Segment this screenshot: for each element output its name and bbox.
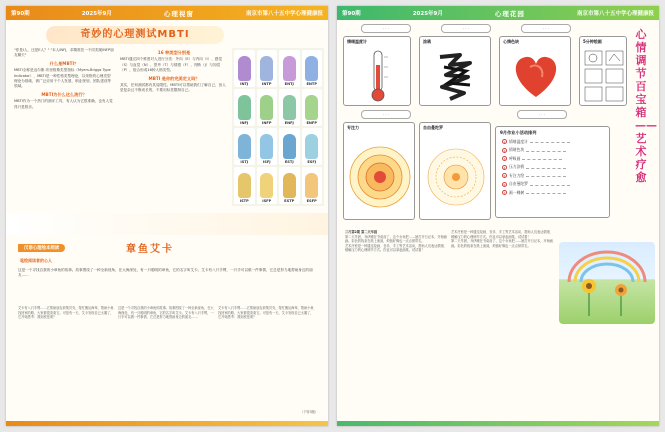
concentric-circles-icon bbox=[344, 123, 415, 220]
card-header: · · · bbox=[361, 110, 411, 119]
heart-icon bbox=[500, 37, 571, 106]
school-name: 南京市第八十五中学心理健康报 bbox=[576, 11, 654, 17]
card-header: · · · bbox=[517, 110, 567, 119]
mbti-type-cell bbox=[279, 128, 300, 165]
mbti-type-cell bbox=[302, 128, 323, 165]
issue-date: 2025年9月 bbox=[412, 11, 443, 17]
story-column-3 bbox=[218, 306, 316, 406]
child-drawing-illustration bbox=[559, 242, 655, 324]
list-number-icon: 6 bbox=[503, 182, 506, 187]
character-figure-icon bbox=[260, 95, 273, 120]
activity-list-card bbox=[495, 126, 610, 218]
activity-list bbox=[496, 139, 609, 196]
mbti-types-head: 16 种类型分别是 bbox=[157, 50, 191, 55]
story-section-tag: 汉语心理绘本阅读 bbox=[18, 244, 65, 252]
activity-card-color bbox=[499, 36, 571, 106]
mbti-column-2 bbox=[120, 48, 228, 210]
story-intro bbox=[18, 268, 318, 304]
mbti-type-grid bbox=[232, 48, 324, 206]
scribble-icon bbox=[420, 37, 491, 106]
vertical-title-text: 心情调节百宝箱——艺术疗愈 bbox=[635, 28, 657, 184]
mbti-type-label: ESTP bbox=[284, 199, 295, 203]
mbti-type-cell bbox=[257, 50, 278, 87]
list-item bbox=[502, 173, 609, 179]
right-page bbox=[337, 6, 659, 426]
mbti-type-label: ISTP bbox=[239, 199, 249, 203]
fill-line bbox=[522, 157, 562, 160]
section-name: 心理花园 bbox=[494, 9, 525, 18]
fill-line bbox=[530, 183, 570, 186]
list-number-icon: 2 bbox=[503, 148, 506, 153]
character-figure-icon bbox=[260, 56, 273, 81]
story-body-2: 艾卡有八只手臂……它帮助朋友收集贝壳，帮忙搬运海草，帮助小鱼找回家的路，大家都很喜欢它。可是有一天，艾卡发现自己太累了，它开始思考：我到底是谁？ bbox=[18, 306, 114, 320]
mbti-body-3: MBTI通过四个维度对人进行分类：外向（E）与内向（I）、感觉（S）与直觉（N）、思考（T）与情感（F）、判断（J）与知觉（P），组合形成16种人格类型。 bbox=[120, 57, 222, 73]
list-item-label: 画一棵树 bbox=[509, 189, 525, 195]
card-label: 心情色块 bbox=[503, 39, 519, 44]
list-item bbox=[502, 181, 609, 187]
list-number-icon: 1 bbox=[503, 140, 506, 144]
fill-line bbox=[526, 191, 566, 194]
list-number-icon: 5 bbox=[503, 174, 506, 178]
activity-card-focus bbox=[343, 122, 415, 220]
character-figure-icon bbox=[260, 134, 273, 159]
list-item-label: 压力涂鸦 bbox=[509, 164, 525, 169]
card-label: 5分钟绘画 bbox=[583, 39, 602, 44]
mbti-type-label: INFJ bbox=[240, 121, 249, 125]
character-figure-icon bbox=[305, 95, 318, 120]
left-page bbox=[6, 6, 328, 426]
list-number-icon: 4 bbox=[503, 165, 506, 170]
issue-number: 第90期 bbox=[11, 11, 30, 17]
character-figure-icon bbox=[238, 173, 251, 198]
mbti-type-label: ISFP bbox=[262, 199, 272, 203]
article-column-2 bbox=[451, 230, 553, 420]
mbti-question-2: MBTI为什么这么流行？ bbox=[41, 91, 87, 97]
character-figure-icon bbox=[283, 173, 296, 198]
right-footer-bar bbox=[337, 421, 659, 426]
list-number-icon: 7 bbox=[503, 191, 506, 195]
left-footer-bar bbox=[6, 421, 328, 426]
activity-card-mandala bbox=[419, 122, 491, 220]
mbti-type-label: ESFJ bbox=[307, 160, 317, 164]
mbti-type-cell bbox=[257, 167, 278, 204]
right-header bbox=[337, 6, 659, 20]
list-item bbox=[502, 147, 609, 153]
list-item-label: 专注力绘 bbox=[509, 172, 525, 178]
article-column-1 bbox=[345, 230, 447, 420]
list-item bbox=[502, 139, 609, 145]
activity-card-thermometer bbox=[343, 36, 411, 106]
fill-line bbox=[526, 166, 566, 169]
mbti-question-3: MBTI 是你的完美定义吗？ bbox=[148, 75, 200, 81]
mbti-type-cell bbox=[279, 167, 300, 204]
card-label: 涂鸦 bbox=[423, 39, 431, 44]
vertical-title bbox=[629, 28, 657, 184]
mbti-question-1: 什么是MBTI？ bbox=[49, 60, 79, 66]
story-subtitle: 笔绘阅读者的心人 bbox=[20, 258, 52, 263]
activity-card-doodle bbox=[419, 36, 491, 106]
story-body-4: 艾卡有八只手臂……它帮助朋友收集贝壳，帮忙搬运海草，帮助小鱼找回家的路，大家都很喜欢它。可是有一天，艾卡发现自己太累了，它开始思考：我到底是谁？ bbox=[218, 306, 314, 320]
decorative-band bbox=[6, 213, 328, 235]
mbti-title: 奇妙的心理测试MBTI bbox=[46, 26, 224, 44]
mbti-type-label: ISTJ bbox=[240, 160, 249, 164]
mbti-type-cell bbox=[279, 50, 300, 87]
article-body-2: 艺术疗愈是一种通过绘画、音乐、手工等艺术活动，帮助人们表达情绪、缓解压力的心理调节方式。你也可以拿起画笔，试试看！ bbox=[345, 243, 447, 253]
card-label: 自由曼陀罗 bbox=[423, 125, 443, 130]
mbti-type-label: ENTJ bbox=[284, 82, 294, 86]
fill-line bbox=[530, 140, 570, 143]
character-figure-icon bbox=[283, 56, 296, 81]
mbti-type-label: ENFP bbox=[306, 121, 318, 125]
article-body-3: 艺术疗愈是一种通过绘画、音乐、手工等艺术活动，帮助人们表达情绪、缓解压力的心理调节方式。你也可以拿起画笔，试试看！ bbox=[451, 230, 553, 239]
character-figure-icon bbox=[260, 173, 273, 198]
card-header: · · · bbox=[441, 24, 491, 33]
character-figure-icon bbox=[305, 134, 318, 159]
doodle-grid-icon bbox=[580, 37, 627, 106]
list-title: 9月作业小活动排列 bbox=[500, 130, 537, 135]
issue-date: 2025年9月 bbox=[81, 11, 112, 17]
mbti-body-2: MBTI作为一个热门的测评工具，有人认为它很准确，也有人觉得只是娱乐。 bbox=[14, 99, 113, 109]
article-body: 第二天早晨，乔伊睡在书桌前了，这个女孩把……她打开日记本，开始画画。彩色的线条在纸上流淌，烦恼好像也一点点被带走。 bbox=[345, 234, 447, 244]
character-figure-icon bbox=[305, 56, 318, 81]
card-header: · · · bbox=[521, 24, 571, 33]
section-name: 心理视窗 bbox=[163, 9, 194, 18]
mbti-type-cell bbox=[234, 50, 255, 87]
list-number-icon: 3 bbox=[503, 157, 506, 161]
mbti-type-cell bbox=[234, 167, 255, 204]
mbti-type-cell bbox=[302, 89, 323, 126]
character-figure-icon bbox=[238, 134, 251, 159]
thermometer-icon bbox=[344, 37, 411, 106]
mbti-type-label: ESFP bbox=[306, 199, 317, 203]
mbti-type-cell bbox=[234, 128, 255, 165]
list-item-label: 情绪温度计 bbox=[509, 138, 528, 144]
mandala-icon bbox=[420, 123, 491, 220]
mbti-type-label: INFP bbox=[262, 121, 272, 125]
mbti-body-1: MBTI全称是迈尔斯-布里格斯类型指标（Myers-Briggs Type Indicator），MBTI是一种性格类型理论，以荣格的心理类型理论为基础，被广泛应用于个人发展、职业规划、团队建设等领域。 bbox=[14, 68, 112, 89]
list-item-label: 呼吸画 bbox=[509, 155, 521, 161]
mbti-column-1 bbox=[14, 48, 114, 210]
mbti-intro: "你是I人，还是E人？" "本人INFJ，求精准扶一个同类呢INFP朋友聊天" bbox=[14, 48, 114, 58]
card-header: · · · bbox=[361, 24, 411, 33]
sunflower-rainbow-icon bbox=[559, 242, 655, 324]
list-item-label: 自由曼陀罗 bbox=[509, 181, 528, 186]
article-body-4: 第二天早晨，乔伊睡在书桌前了，这个女孩把……她打开日记本，开始画画。彩色的线条在纸上流淌，烦恼好像也一点点被带走。 bbox=[451, 239, 553, 248]
character-figure-icon bbox=[283, 95, 296, 120]
story-body-3: 这是一个寻找自我的小章鱼的故事。故事围绕了一种全新视角，在大海深处，有一只聪明的章鱼，它的名字叫艾卡。艾卡有八只手臂，一只手可以做一件事情，它总是努力地帮助身边的朋友…… bbox=[118, 306, 214, 320]
mbti-type-label: ENTP bbox=[306, 82, 318, 86]
mbti-body-4: 其实，任何测试都有其局限性。MBTI可以帮助我们了解自己，但人是复杂且不断成长的，不要用标签限制自己。 bbox=[120, 83, 226, 93]
school-name: 南京市第八十五中学心理健康报 bbox=[245, 11, 323, 17]
card-label: 情绪温度计 bbox=[347, 39, 367, 44]
list-item bbox=[502, 190, 609, 196]
left-header bbox=[6, 6, 328, 20]
activity-card-drawing bbox=[579, 36, 627, 106]
mbti-type-cell bbox=[257, 128, 278, 165]
issue-number: 第90期 bbox=[342, 11, 361, 17]
mbti-type-label: ISFJ bbox=[262, 160, 271, 164]
character-figure-icon bbox=[238, 95, 251, 120]
mbti-type-cell bbox=[279, 89, 300, 126]
story-column-2 bbox=[118, 306, 214, 411]
mbti-type-label: INTJ bbox=[240, 82, 249, 86]
list-item-label: 情绪色块 bbox=[509, 147, 525, 152]
list-item bbox=[502, 156, 609, 162]
mbti-type-cell bbox=[302, 167, 323, 204]
story-body: 这是一个寻找自我的小章鱼的故事。故事围绕了一种全新视角，在大海深处，有一只聪明的章鱼，它的名字叫艾卡。艾卡有八只手臂，一只手可以做一件事情，它总是努力地帮助身边的朋友…… bbox=[18, 268, 313, 278]
mbti-type-label: INTP bbox=[262, 82, 272, 86]
story-column-1 bbox=[18, 306, 114, 411]
story-title: 章鱼艾卡 bbox=[126, 244, 174, 255]
card-label: 专注力 bbox=[347, 125, 359, 130]
list-item bbox=[502, 164, 609, 170]
fill-line bbox=[526, 174, 566, 177]
mbti-type-cell bbox=[302, 50, 323, 87]
character-figure-icon bbox=[238, 56, 251, 81]
mbti-type-label: ESTJ bbox=[284, 160, 294, 164]
character-figure-icon bbox=[283, 134, 296, 159]
mbti-type-cell bbox=[234, 89, 255, 126]
mbti-type-label: ENFJ bbox=[284, 121, 294, 125]
character-figure-icon bbox=[305, 173, 318, 198]
mbti-type-cell bbox=[257, 89, 278, 126]
article-title: 三月第2期 第二天早晨 bbox=[345, 230, 378, 234]
continued-note: （下转3版） bbox=[300, 410, 318, 414]
fill-line bbox=[526, 149, 566, 152]
